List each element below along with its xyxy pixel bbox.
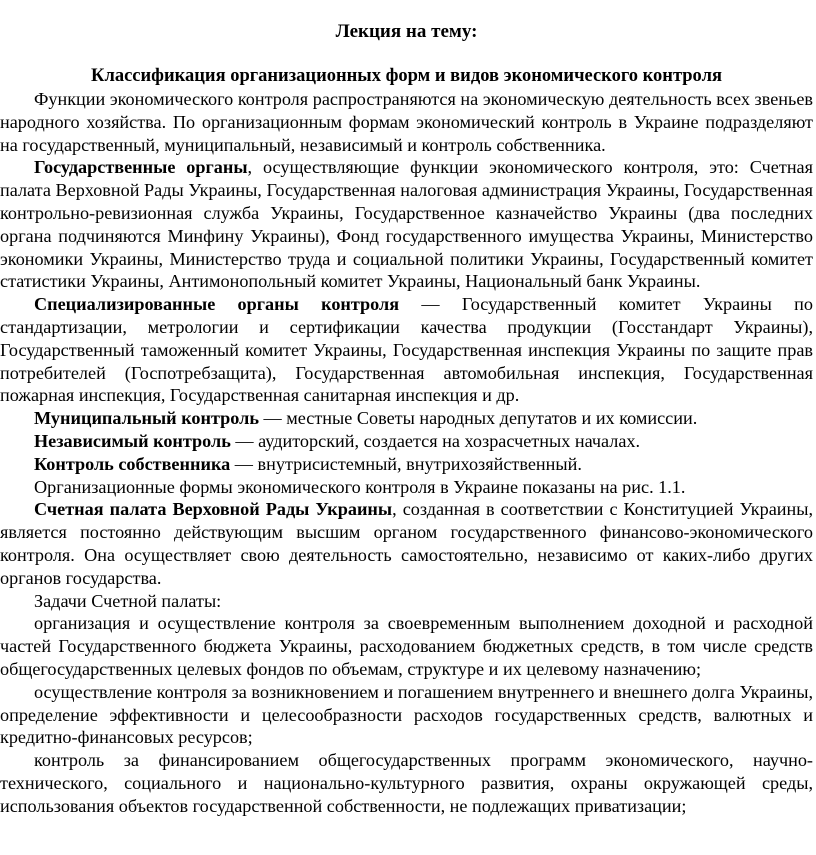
term-state-bodies: Государственные органы <box>34 157 248 178</box>
paragraph-text: — аудиторский, создается на хозрасчетных началах. <box>230 430 641 451</box>
paragraph-task-budget-control <box>0 612 813 680</box>
paragraph-text: организация и осуществление контроля за своевременным выполнением доходной и расходной частей Государственного бюджета Украины, расходованием бюджетных средств, в том числе средств общегосударственных целевых фондов по объемам, структуре и их целевому назначению; <box>0 613 813 679</box>
term-owner-control: Контроль собственника <box>34 453 231 474</box>
document-body <box>0 88 813 818</box>
paragraph-tasks-heading <box>0 590 813 613</box>
term-specialized-bodies: Специализированные органы контроля <box>34 294 400 315</box>
paragraph-accounting-chamber <box>0 498 813 589</box>
paragraph-figure-reference <box>0 476 813 499</box>
paragraph-text: — местные Советы народных депутатов и их комиссии. <box>258 408 698 429</box>
paragraph-text: осуществление контроля за возникновением и погашением внутреннего и внешнего долга Украины, определение эффективности и целесообразности расходов государственных средств, валютных и кредитно-финансовых ресурсов; <box>0 681 813 748</box>
lecture-heading: Лекция на тему: <box>335 21 478 42</box>
term-accounting-chamber: Счетная палата Верховной Рады Украины <box>34 499 393 520</box>
paragraph-text: Задачи Счетной палаты: <box>34 590 222 611</box>
paragraph-text: — внутрисистемный, внутрихозяйственный. <box>230 453 582 474</box>
paragraph-state-bodies <box>0 156 813 293</box>
paragraph-independent-control <box>0 430 813 453</box>
paragraph-specialized-bodies <box>0 293 813 407</box>
paragraph-municipal-control <box>0 407 813 430</box>
paragraph-text: , созданная в соответствии с Конституцией Украины, является постоянно действующим высшим органом государственного финансово-экономического контроля. Она осуществляет свою деятельность самостоятельно, независимо от каких-либо других органов государства. <box>0 499 813 588</box>
paragraph-text: Функции экономического контроля распространяются на экономическую деятельность всех звеньев народного хозяйства. По организационным формам экономический контроль в Украине подразделяют на государственный, муниципальный, независимый и контроль собственника. <box>0 89 813 155</box>
paragraph-text: — Государственный комитет Украины по стандартизации, метрологии и сертификации качества продукции (Госстандарт Украины), Государственный таможенный комитет Украины, Государственная инспекция Украины по защите прав потребителей (Госпотребзащита), Государственная автомобильная инспекция, Государственная пожарная инспекция, Государственная санитарная инспекция и др. <box>0 294 813 406</box>
paragraph-text: Организационные формы экономического контроля в Украине показаны на рис. 1.1. <box>34 476 686 497</box>
term-municipal-control: Муниципальный контроль <box>34 408 259 429</box>
paragraph-intro <box>0 88 813 156</box>
document-title: Классификация организационных форм и видов экономического контроля <box>91 66 722 86</box>
paragraph-task-debt-control <box>0 681 813 749</box>
paragraph-text: , осуществляющие функции экономического контроля, это: Счетная палата Верховной Рады Украины, Государственная налоговая администрация Украины, Государственная контрольно-ревизионная служба Украины, Государственное казначейство Украины (два последних органа подчиняются Минфину Украины), Фонд государственного имущества Украины, Министерство экономики Украины, Министерство труда и социальной политики Украины, Государственный комитет статистики Украины, Антимонопольный комитет Украины, Национальный банк Украины. <box>0 157 813 292</box>
term-independent-control: Независимый контроль <box>34 430 231 451</box>
paragraph-owner-control <box>0 453 813 476</box>
paragraph-text: контроль за финансированием общегосударственных программ экономического, научно-технического, социального и национально-культурного развития, охраны окружающей среды, использования объектов государственной собственности, не подлежащих приватизации; <box>0 750 813 816</box>
paragraph-task-programs-control <box>0 749 813 817</box>
